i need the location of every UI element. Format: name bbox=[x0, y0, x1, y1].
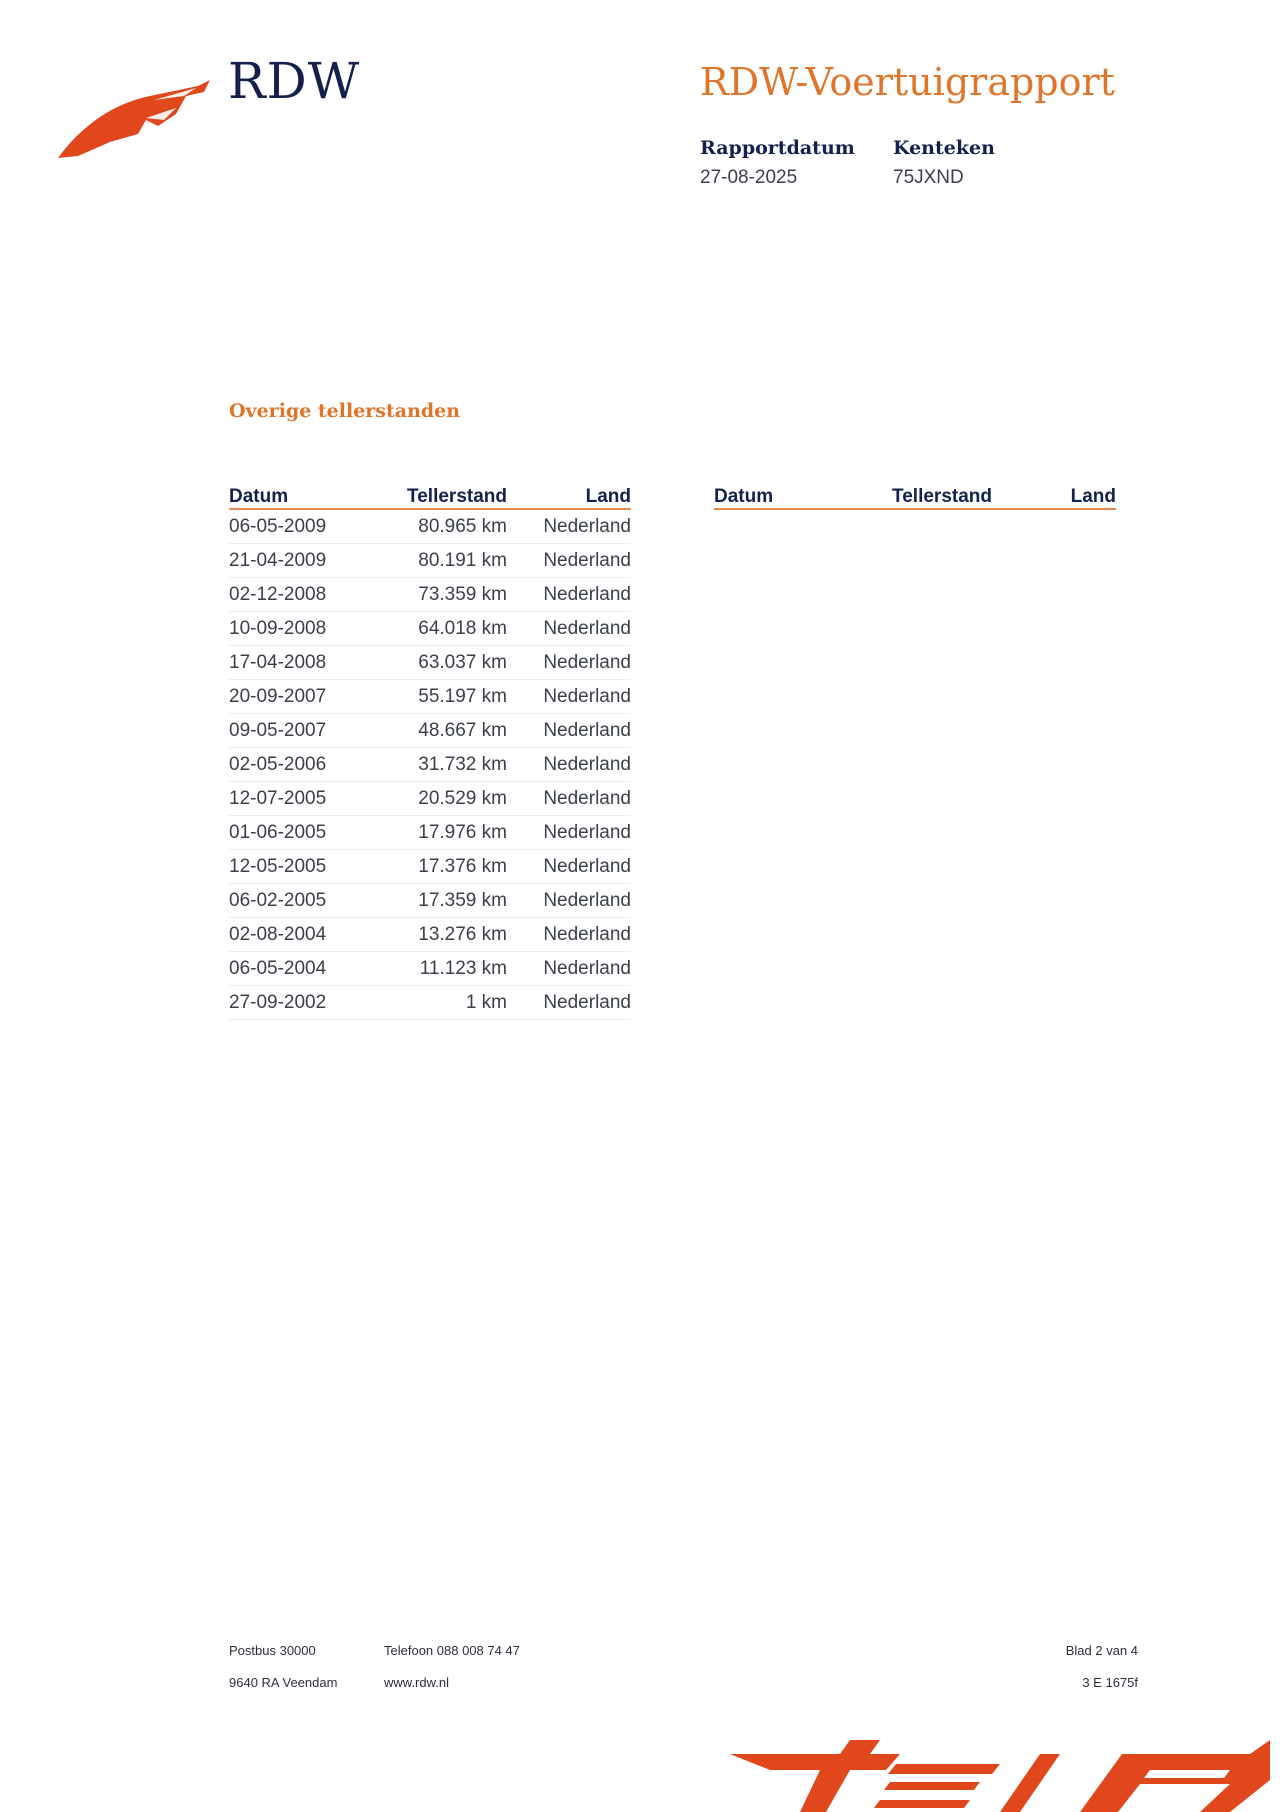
col-country-header: Land bbox=[585, 486, 631, 507]
table-row bbox=[229, 986, 631, 1020]
report-title: RDW-Voertuigrapport bbox=[700, 60, 1115, 104]
footer-website[interactable]: www.rdw.nl bbox=[384, 1675, 450, 1690]
odometer-table bbox=[229, 480, 631, 1020]
section-title: Overige tellerstanden bbox=[229, 400, 461, 422]
table-row bbox=[229, 680, 631, 714]
cell-reading: 55.197 km bbox=[418, 685, 507, 707]
report-date-label: Rapportdatum bbox=[700, 137, 855, 159]
cell-date: 06-05-2004 bbox=[229, 957, 327, 979]
cell-reading: 17.359 km bbox=[418, 889, 507, 911]
table-header bbox=[714, 480, 1116, 510]
cell-reading: 63.037 km bbox=[418, 651, 507, 673]
cell-country: Nederland bbox=[543, 923, 631, 945]
cell-reading: 31.732 km bbox=[418, 753, 507, 775]
cell-reading: 11.123 km bbox=[419, 957, 507, 979]
table-row bbox=[229, 646, 631, 680]
footer-address-line2: 9640 RA Veendam bbox=[229, 1675, 338, 1690]
cell-date: 02-05-2006 bbox=[229, 753, 327, 775]
cell-country: Nederland bbox=[543, 719, 631, 741]
cell-reading: 20.529 km bbox=[418, 787, 507, 809]
cell-date: 06-02-2005 bbox=[229, 889, 327, 911]
cell-reading: 1 km bbox=[465, 991, 507, 1013]
cell-reading: 64.018 km bbox=[418, 617, 507, 639]
cell-country: Nederland bbox=[543, 821, 631, 843]
rdw-feather-icon bbox=[58, 80, 210, 162]
table-row bbox=[229, 918, 631, 952]
table-row bbox=[229, 952, 631, 986]
odometer-table-2 bbox=[714, 480, 1116, 510]
cell-country: Nederland bbox=[543, 583, 631, 605]
cell-country: Nederland bbox=[543, 617, 631, 639]
brand-name: RDW bbox=[228, 52, 361, 110]
col-country-header: Land bbox=[1070, 486, 1116, 507]
table-row bbox=[229, 748, 631, 782]
cell-date: 20-09-2007 bbox=[229, 685, 327, 707]
plate-value: 75JXND bbox=[893, 167, 964, 188]
cell-country: Nederland bbox=[543, 957, 631, 979]
cell-reading: 73.359 km bbox=[418, 583, 507, 605]
table-row bbox=[229, 816, 631, 850]
cell-reading: 13.276 km bbox=[418, 923, 507, 945]
cell-date: 12-05-2005 bbox=[229, 855, 327, 877]
cell-date: 02-12-2008 bbox=[229, 583, 327, 605]
page-number: Blad 2 van 4 bbox=[1065, 1643, 1138, 1658]
table-body bbox=[229, 510, 631, 1020]
cell-country: Nederland bbox=[543, 549, 631, 571]
cell-country: Nederland bbox=[543, 651, 631, 673]
table-row bbox=[229, 714, 631, 748]
cell-country: Nederland bbox=[543, 889, 631, 911]
cell-date: 02-08-2004 bbox=[229, 923, 327, 945]
cell-country: Nederland bbox=[543, 685, 631, 707]
cell-date: 06-05-2009 bbox=[229, 515, 327, 537]
cell-country: Nederland bbox=[543, 787, 631, 809]
cell-date: 21-04-2009 bbox=[229, 549, 327, 571]
cell-date: 12-07-2005 bbox=[229, 787, 327, 809]
table-row bbox=[229, 884, 631, 918]
table-row bbox=[229, 510, 631, 544]
cell-country: Nederland bbox=[543, 991, 631, 1013]
table-row bbox=[229, 578, 631, 612]
cell-date: 09-05-2007 bbox=[229, 719, 327, 741]
cell-date: 10-09-2008 bbox=[229, 617, 327, 639]
cell-reading: 80.965 km bbox=[418, 515, 507, 537]
cell-country: Nederland bbox=[543, 855, 631, 877]
cell-reading: 17.376 km bbox=[418, 855, 507, 877]
report-date-value: 27-08-2025 bbox=[700, 167, 798, 188]
cell-date: 27-09-2002 bbox=[229, 991, 327, 1013]
table-row bbox=[229, 782, 631, 816]
footer-phone: Telefoon 088 008 74 47 bbox=[384, 1643, 520, 1658]
cell-reading: 17.976 km bbox=[418, 821, 507, 843]
footer-address-line1: Postbus 30000 bbox=[229, 1643, 316, 1658]
table-row bbox=[229, 850, 631, 884]
cell-reading: 48.667 km bbox=[418, 719, 507, 741]
table-row bbox=[229, 612, 631, 646]
col-date-header: Datum bbox=[714, 486, 774, 507]
col-reading-header: Tellerstand bbox=[892, 486, 992, 507]
cell-date: 01-06-2005 bbox=[229, 821, 327, 843]
cell-country: Nederland bbox=[543, 515, 631, 537]
col-date-header: Datum bbox=[229, 486, 289, 507]
rdw-stripes-icon bbox=[730, 1740, 1270, 1812]
cell-country: Nederland bbox=[543, 753, 631, 775]
cell-reading: 80.191 km bbox=[418, 549, 507, 571]
table-row bbox=[229, 544, 631, 578]
document-code: 3 E 1675f bbox=[1082, 1675, 1138, 1690]
col-reading-header: Tellerstand bbox=[407, 486, 507, 507]
cell-date: 17-04-2008 bbox=[229, 651, 327, 673]
plate-label: Kenteken bbox=[893, 137, 995, 159]
table-header bbox=[229, 480, 631, 510]
